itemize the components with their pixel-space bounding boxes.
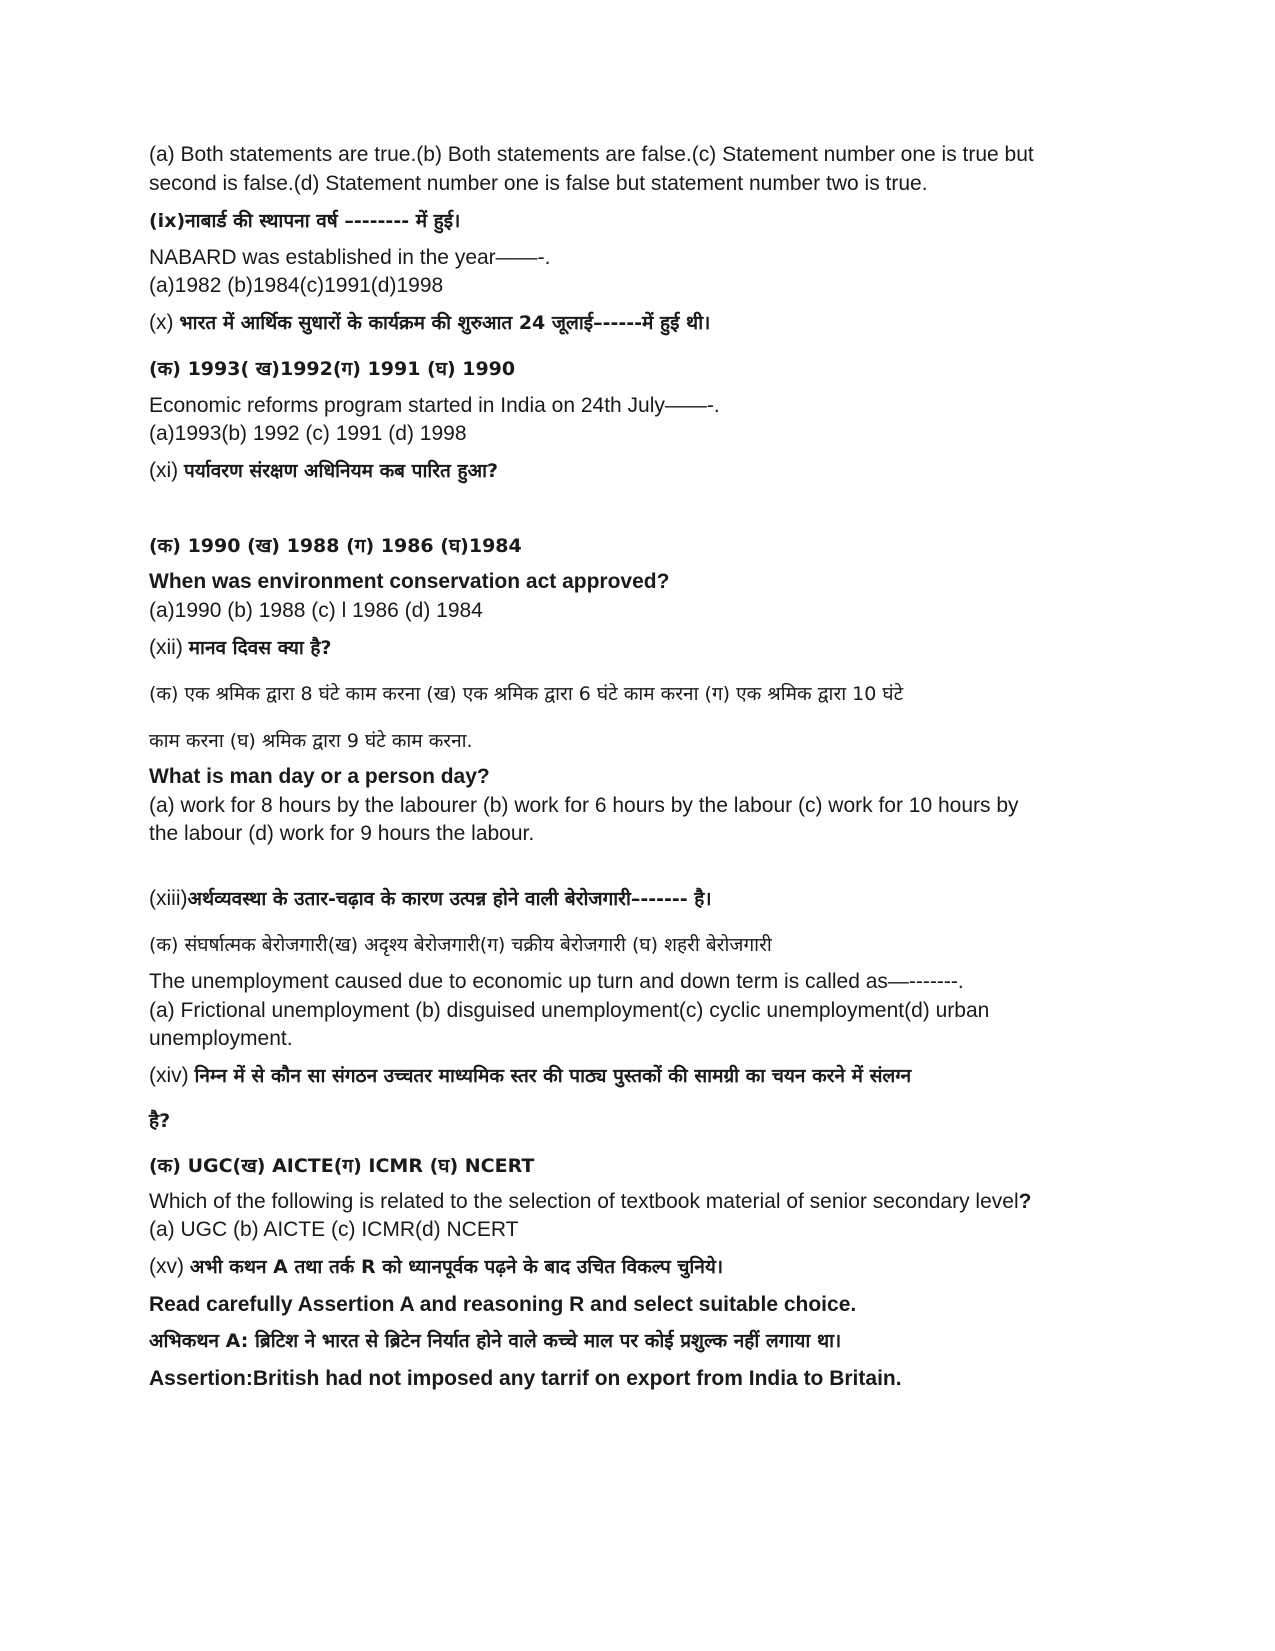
question-text: मानव दिवस क्या है? — [188, 637, 332, 659]
question-text: अर्थव्यवस्था के उतार-चढ़ाव के कारण उत्पन्न होने वाली बेरोजगारी–------ है। — [187, 888, 712, 910]
q15-english-instruction: Read carefully Assertion A and reasoning R and select suitable choice. — [149, 1293, 857, 1316]
question-number: (xi) — [149, 459, 184, 482]
q14-hindi-question-line-2: है? — [149, 1110, 171, 1132]
question-text: अभी कथन A तथा तर्क R को ध्यानपूर्वक पढ़ने के बाद उचित विकल्प चुनिये। — [189, 1256, 724, 1278]
question-number: (xv) — [149, 1255, 190, 1278]
q12-english-options-line-2: the labour (d) work for 9 hours the labour. — [149, 822, 535, 845]
q13-english-question: The unemployment caused due to economic up turn and down term is called as—-------. — [149, 970, 964, 993]
question-text: भारत में आर्थिक सुधारों के कार्यक्रम की शुरुआत 24 जूलाई–-----में हुई थी। — [179, 312, 711, 334]
q15-hindi-question — [149, 1253, 723, 1281]
q13-hindi-question — [149, 885, 712, 913]
question-number: (xiii) — [149, 887, 188, 910]
q12-english-options-line-1: (a) work for 8 hours by the labourer (b) work for 6 hours by the labour (c) work for 10 hours by — [149, 794, 1019, 817]
q9-english-options: (a)1982 (b)1984(c)1991(d)1998 — [149, 274, 444, 297]
q8-options-line-1: (a) Both statements are true.(b) Both statements are false.(c) Statement number one is true but — [149, 143, 1034, 166]
q14-hindi-options: (क) UGC(ख) AICTE(ग) ICMR (घ) NCERT — [149, 1155, 535, 1177]
q10-hindi-question — [149, 309, 710, 337]
question-number: (xiv) — [149, 1064, 195, 1087]
q11-hindi-options: (क) 1990 (ख) 1988 (ग) 1986 (घ)1984 — [149, 535, 522, 557]
question-number: (xii) — [149, 636, 189, 659]
q15-hindi-assertion: अभिकथन A: ब्रिटिश ने भारत से ब्रिटेन निर्यात होने वाले कच्चे माल पर कोई प्रशुल्क नहीं लगाया था। — [149, 1330, 842, 1352]
q14-hindi-question-line-1 — [149, 1062, 911, 1090]
q13-english-options-line-2: unemployment. — [149, 1027, 293, 1050]
q8-options-line-2: second is false.(d) Statement number one is false but statement number two is true. — [149, 172, 928, 195]
q11-english-options: (a)1990 (b) 1988 (c) l 1986 (d) 1984 — [149, 599, 483, 622]
q10-hindi-options: (क) 1993( ख)1992(ग) 1991 (घ) 1990 — [149, 358, 516, 380]
q15-english-assertion: Assertion:British had not imposed any tarrif on export from India to Britain. — [149, 1367, 902, 1390]
question-mark: ? — [1018, 1190, 1032, 1213]
q13-english-options-line-1: (a) Frictional unemployment (b) disguised unemployment(c) cyclic unemployment(d) urban — [149, 999, 990, 1022]
q10-english-question: Economic reforms program started in India on 24th July——-. — [149, 394, 720, 417]
q12-english-question: What is man day or a person day? — [149, 765, 490, 788]
question-number: (x) — [149, 311, 180, 334]
question-text: पर्यावरण संरक्षण अधिनियम कब पारित हुआ? — [184, 460, 499, 482]
q14-english-options: (a) UGC (b) AICTE (c) ICMR(d) NCERT — [149, 1218, 519, 1241]
q10-english-options: (a)1993(b) 1992 (c) 1991 (d) 1998 — [149, 422, 467, 445]
q9-hindi-question: (ix)नाबार्ड की स्थापना वर्ष –------- में हुई। — [149, 210, 461, 232]
question-text: Which of the following is related to the selection of textbook material of senior secondary level — [149, 1190, 1019, 1213]
q12-hindi-options-line-1: (क) एक श्रमिक द्वारा 8 घंटे काम करना (ख) एक श्रमिक द्वारा 6 घंटे काम करना (ग) एक श्रमिक द्वारा 10 घंटे — [149, 683, 904, 705]
q14-english-question — [149, 1188, 1031, 1216]
q11-english-question: When was environment conservation act approved? — [149, 570, 670, 593]
q12-hindi-question — [149, 634, 332, 662]
q11-hindi-question — [149, 457, 498, 485]
q9-english-question: NABARD was established in the year——-. — [149, 246, 551, 269]
q13-hindi-options: (क) संघर्षात्मक बेरोजगारी(ख) अदृश्य बेरोजगारी(ग) चक्रीय बेरोजगारी (घ) शहरी बेरोजगारी — [149, 934, 772, 956]
q12-hindi-options-line-2: काम करना (घ) श्रमिक द्वारा 9 घंटे काम करना. — [149, 730, 473, 752]
question-text: निम्न में से कौन सा संगठन उच्चतर माध्यमिक स्तर की पाठ्य पुस्तकों की सामग्री का चयन करने में संलग्न — [194, 1065, 912, 1087]
